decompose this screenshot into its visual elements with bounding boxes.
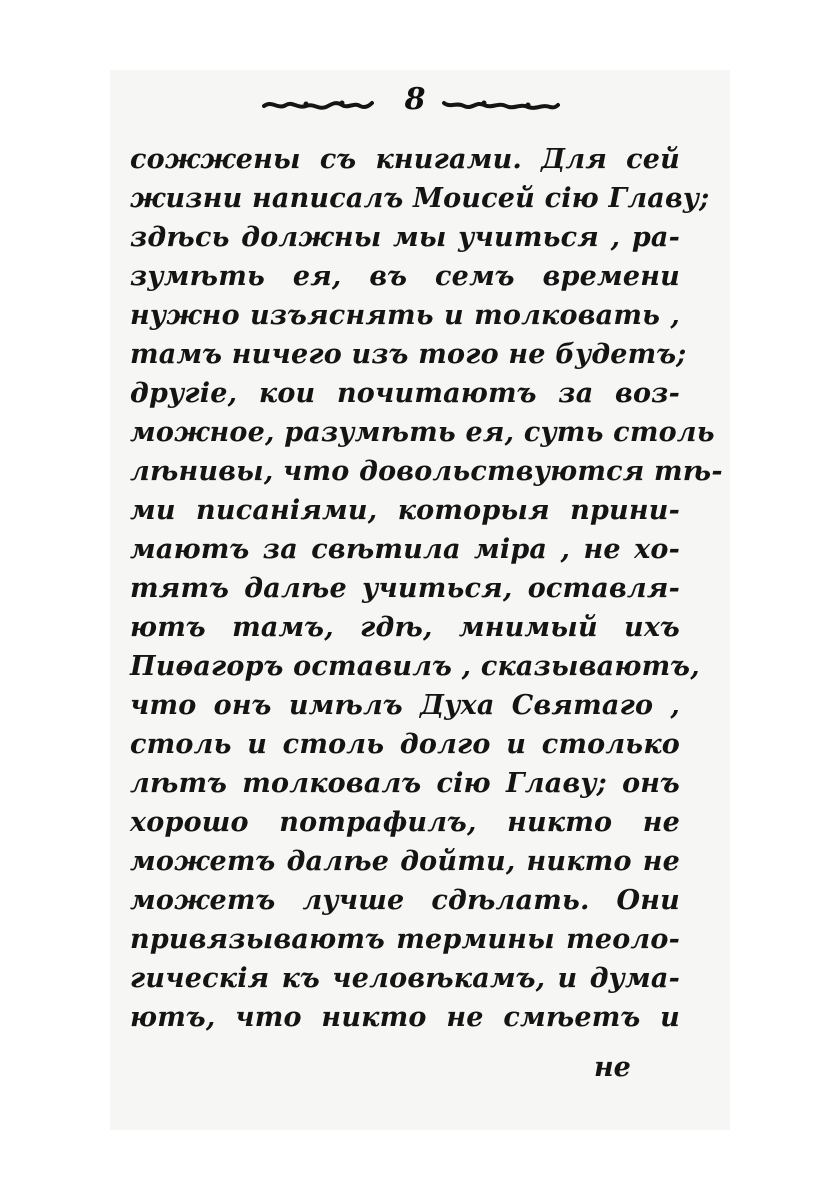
text-line: зумѣть ея, въ семъ времени [130, 261, 680, 292]
text-line: ютъ, что никто не смѣетъ и [130, 1002, 680, 1033]
text-line: здѣсь должны мы учиться , ра- [130, 222, 680, 253]
text-line: что онъ имѣлъ Духа Святаго , [130, 690, 680, 721]
catchword: не [594, 1052, 631, 1083]
left-flourish-ornament [262, 98, 374, 112]
text-line: гическія къ человѣкамъ, и дума- [130, 963, 680, 994]
right-flourish-ornament [442, 98, 560, 112]
text-line: жизни написалъ Моисей сію Главу; [130, 183, 710, 214]
text-line: ми писаніями, которыя прини- [130, 495, 680, 526]
text-line: хорошо потрафилъ, никто не [130, 807, 680, 838]
text-line: маютъ за свѣтила міра , не хо- [130, 534, 680, 565]
text-line: другіе, кои почитаютъ за воз- [130, 378, 680, 409]
body-text [130, 140, 723, 1037]
text-line: столь и столь долго и столько [130, 729, 680, 760]
text-line: сожжены съ книгами. Для сей [130, 144, 680, 175]
text-line: привязываютъ термины теоло- [130, 924, 680, 955]
text-line: лѣнивы, что довольствуются тѣ- [130, 456, 723, 487]
text-line: можное, разумѣть ея, суть столь [130, 417, 715, 448]
page-header [262, 82, 562, 122]
text-line: ютъ тамъ, гдѣ, мнимый ихъ [130, 612, 680, 643]
text-line: можетъ далѣе дойти, никто не [130, 846, 680, 877]
text-line: Пиѳагоръ оставилъ , сказываютъ, [130, 651, 700, 682]
page-number: 8 [404, 82, 426, 117]
text-line: нужно изъяснять и толковать , [130, 300, 680, 331]
text-line: тамъ ничего изъ того не будетъ; [130, 339, 687, 370]
text-line: лѣтъ толковалъ сію Главу; онъ [130, 768, 680, 799]
text-line: можетъ лучше сдѣлать. Они [130, 885, 680, 916]
text-line: тятъ далѣе учиться, оставля- [130, 573, 680, 604]
